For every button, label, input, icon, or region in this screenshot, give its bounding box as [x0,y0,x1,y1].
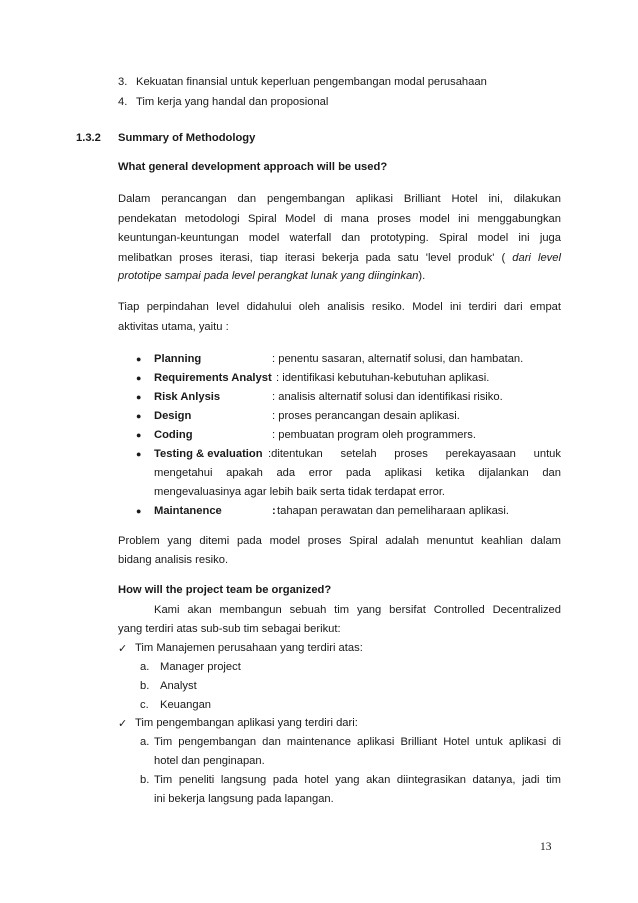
paragraph-line: Tiap perpindahan level didahului oleh analisis resiko. Model ini terdiri dari empat [118,301,561,313]
paragraph-line [118,269,425,284]
paragraph-line [118,251,561,266]
bullet-icon: ● [136,430,142,440]
team-title: Tim pengembangan aplikasi yang terdiri dari: [135,717,358,729]
activity-desc: mengetahui apakah ada error pada aplikasi ketika dijalankan dan [154,467,561,479]
list-item: hotel dan penginapan. [154,755,265,767]
paragraph-line: Dalam perancangan dan pengembangan aplikasi Brilliant Hotel ini, dilakukan [118,193,561,205]
check-icon: ✓ [118,642,128,655]
paragraph-text: melibatkan proses iterasi, tiap iterasi bekerja pada satu 'level produk' ( [118,252,506,264]
activity-desc: :ditentukan setelah proses perekayasaan untuk [268,448,561,460]
activity-desc: : identifikasi kebutuhan-kebutuhan aplikasi. [276,372,490,384]
activity-term: Risk Anlysis [154,391,221,403]
section-number: 1.3.2 [76,132,101,144]
bullet-icon: ● [136,449,142,459]
list-item: Tim pengembangan dan maintenance aplikasi Brilliant Hotel untuk aplikasi di [154,736,561,748]
activity-desc: : penentu sasaran, alternatif solusi, dan hambatan. [272,353,524,365]
question-heading: How will the project team be organized? [118,584,332,596]
italic-text: dari level [512,252,561,264]
list-item: Analyst [160,680,197,692]
activity-term: Coding [154,429,193,441]
list-item: Tim kerja yang handal dan proposional [136,96,329,108]
list-item: Kekuatan finansial untuk keperluan pengembangan modal perusahaan [136,76,487,88]
activity-desc: : proses perancangan desain aplikasi. [272,410,460,422]
check-icon: ✓ [118,717,128,730]
activity-term: Testing & evaluation [154,448,263,460]
section-title: Summary of Methodology [118,132,256,144]
activity-desc: : pembuatan program oleh programmers. [272,429,476,441]
bullet-icon: ● [136,354,142,364]
list-number: a. [140,736,150,748]
paragraph-line: keuntungan-keuntungan model waterfall dan prototyping. Spiral model ini juga [118,232,561,244]
list-item: Manager project [160,661,241,673]
paragraph-line: Kami akan membangun sebuah tim yang bersifat Controlled Decentralized [154,604,561,616]
paragraph-line: aktivitas utama, yaitu : [118,321,229,333]
page-number: 13 [540,841,552,853]
paragraph-line: Problem yang ditemi pada model proses Spiral adalah menuntut keahlian dalam [118,535,561,547]
paragraph-line: yang terdiri atas sub-sub tim sebagai berikut: [118,623,341,635]
team-title: Tim Manajemen perusahaan yang terdiri atas: [135,642,363,654]
activity-desc: : analisis alternatif solusi dan identifikasi risiko. [272,391,503,403]
list-item: Tim peneliti langsung pada hotel yang akan diintegrasikan datanya, jadi tim [154,774,561,786]
activity-term: Maintanence [154,505,222,517]
bullet-icon: ● [136,373,142,383]
paragraph-line: bidang analisis resiko. [118,554,229,566]
italic-text: prototipe sampai pada level perangkat lunak yang diinginkan [118,270,419,282]
activity-desc: mengevaluasinya agar lebih baik serta tidak terdapat error. [154,486,446,498]
list-item: ini bekerja langsung pada lapangan. [154,793,334,805]
paragraph-text: ). [418,270,426,282]
activity-desc: tahapan perawatan dan pemeliharaan aplikasi. [277,505,509,517]
activity-term: Requirements Analyst [154,372,272,384]
list-item: Keuangan [160,699,212,711]
activity-term: Planning [154,353,202,365]
question-heading: What general development approach will be used? [118,161,388,173]
bullet-icon: ● [136,411,142,421]
activity-colon: : [272,505,276,517]
activity-term: Design [154,410,192,422]
list-number: b. [140,680,150,692]
list-number: a. [140,661,150,673]
list-number: 4. [118,96,128,108]
bullet-icon: ● [136,506,142,516]
list-number: c. [140,699,149,711]
list-number: b. [140,774,150,786]
list-number: 3. [118,76,128,88]
bullet-icon: ● [136,392,142,402]
paragraph-line: pendekatan metodologi Spiral Model di mana proses model ini menggabungkan [118,213,561,225]
